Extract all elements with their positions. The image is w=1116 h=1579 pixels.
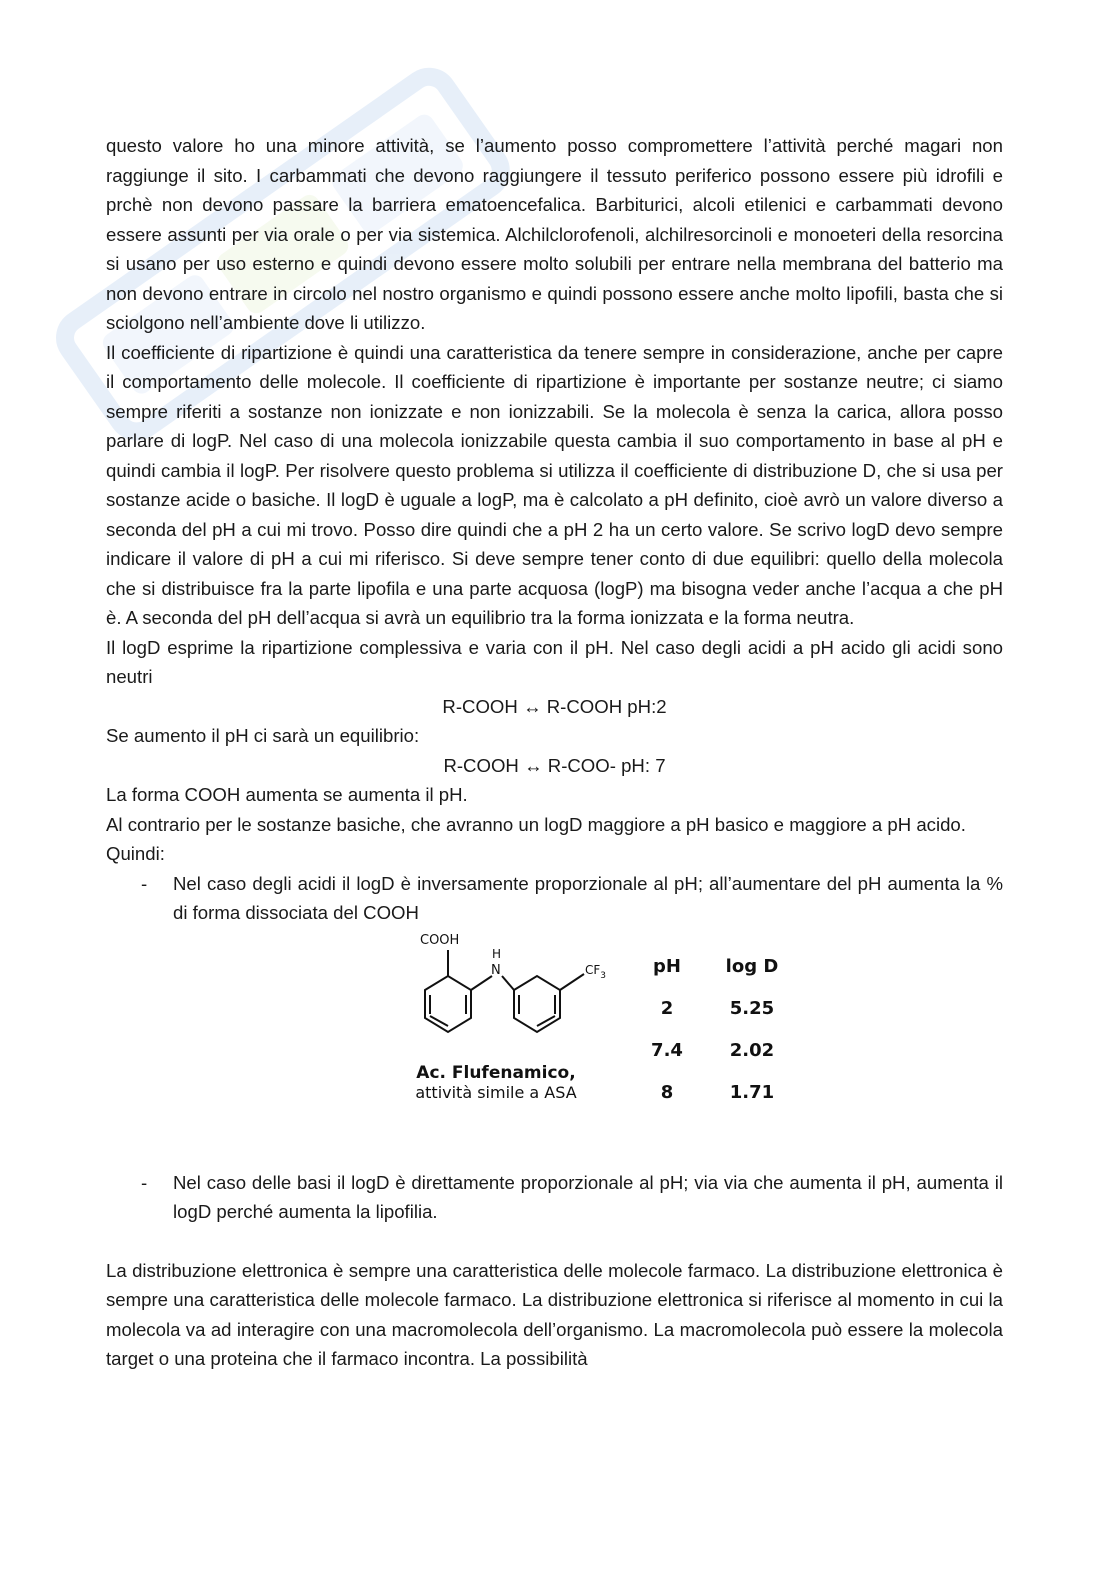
table-row [628,1030,798,1072]
paragraph: Quindi: [106,843,165,864]
table-row [628,988,798,1030]
list-item-acids [106,869,1003,928]
paragraph: Al contrario per le sostanze basiche, che avranno un logD maggiore a pH basico e maggiore a pH acido. [106,813,966,835]
cell-logd: 2.02 [729,1039,775,1061]
label-n: N [491,962,501,978]
cell-ph: 2 [660,997,674,1019]
list-item-text: Nel caso degli acidi il logD è inversamente proporzionale al pH; all’aumentare del pH aumenta la % di forma dissociata del COOH [173,872,1003,923]
paragraph: Se aumento il pH ci sarà un equilibrio: [106,725,420,746]
caption-subtitle: attività simile a ASA [415,1082,577,1102]
figure-caption [396,1063,596,1103]
equation-acid-neutral: R-COOH ↔ R-COOH pH:2 [442,695,667,717]
paragraph-spacer [106,1227,1003,1256]
paragraph: Il logD esprime la ripartizione complessiva e varia con il pH. Nel caso degli acidi a pH acido gli acidi sono neutri [106,636,1003,687]
cell-ph: 7.4 [651,1039,683,1061]
label-h: H [492,946,502,961]
caption-name: Ac. Flufenamico, [416,1062,576,1083]
bullet-list [106,869,1003,928]
paragraph: La distribuzione elettronica è sempre una caratteristica delle molecole farmaco. La distribuzione elettronica è sempre una caratteristica delle molecole farmaco. La distribuzione elettronica si riferisce al momento in cui la molecola va ad interagire con una macromolecola dell’organismo. La macromolecola può essere la molecola target o una proteina che il farmaco incontra. La possibilità [106,1259,1003,1369]
logd-table [628,946,798,1114]
document-page [106,131,1003,1374]
bullet-list [106,1168,1003,1227]
cell-logd: 1.71 [729,1081,775,1103]
equation-acid-equilibrium: R-COOH ↔ R-COO- pH: 7 [443,754,666,776]
list-item-text: Nel caso delle basi il logD è direttamente proporzionale al pH; via via che aumenta il pH, aumenta il logD perché aumenta la lipofilia. [173,1171,1003,1222]
paragraph: La forma COOH aumenta se aumenta il pH. [106,784,468,805]
header-logd: log D [725,955,779,977]
flufenamic-acid-structure [396,928,626,1063]
list-item-bases [106,1168,1003,1227]
cell-logd: 5.25 [729,997,775,1019]
label-cooh: COOH [420,932,460,948]
header-ph: pH [653,955,681,977]
cell-ph: 8 [660,1081,674,1103]
bullet-dash: - [141,872,148,894]
label-cf: $CF_3$ [585,962,607,981]
table-row [628,1072,798,1114]
paragraph: Il coefficiente di ripartizione è quindi una caratteristica da tenere sempre in considerazione, anche per capre il comportamento delle molecole. Il coefficiente di ripartizione è importante per sostanze neutre; ci siamo sempre riferiti a sostanze non ionizzate e non ionizzabili. Se la molecola è senza la carica, allora posso parlare di logP. Nel caso di una molecola ionizzabile questa cambia il suo comportamento in base al pH e quindi cambia il logP. Per risolvere questo problema si utilizza il coefficiente di distribuzione D, che si usa per sostanze acide o basiche. Il logD è uguale a logP, ma è calcolato a pH definito, cioè avrò un valore diverso a seconda del pH a cui mi trovo. Posso dire quindi che a pH 2 ha un certo valore. Se scrivo logD devo sempre indicare il valore di pH a cui mi riferisco. Si deve sempre tener conto di due equilibri: quello della molecola che si distribuisce fra la parte lipofila e una parte acquosa (logP) ma bisogna veder anche l’acqua a che pH è. A seconda del pH dell’acqua si avrà un equilibrio tra la forma ionizzata e la forma neutra. [106,341,1003,628]
flufenamic-acid-figure [396,928,816,1168]
table-header-row [628,946,798,988]
paragraph: questo valore ho una minore attività, se l’aumento posso compromettere l’attività perché magari non raggiunge il sito. I carbammati che devono raggiungere il tessuto periferico possono essere più idrofili e prchè non devono passare la barriera ematoencefalica. Barbiturici, alcoli etilenici e carbammati devono essere assunti per via orale o per via sistemica. Alchilclorofenoli, alchilresorcinoli e monoeteri della resorcina si usano per uso esterno e quindi devono essere molto solubili per entrare nella membrana del batterio ma non devono entrare in circolo nel nostro organismo e quindi possono essere anche molto lipofili, basta che si sciolgono nell’ambiente dove li utilizzo. [106,135,1003,333]
bullet-dash: - [141,1171,148,1193]
structure-bonds [425,950,584,1032]
